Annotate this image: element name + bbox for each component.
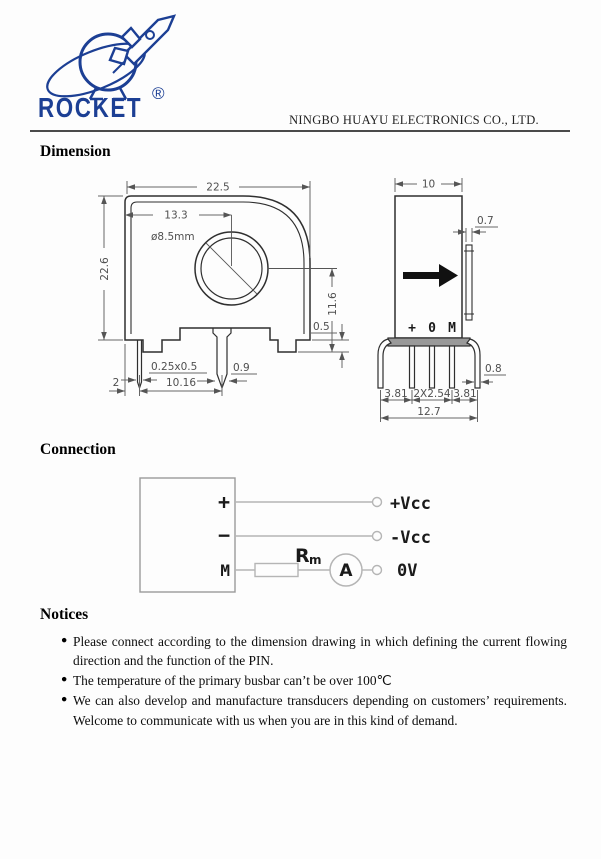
dim-hole-offset: 13.3 [164,209,188,222]
company-name: NINGBO HUAYU ELECTRONICS CO., LTD. [289,113,539,127]
front-view-drawing [85,172,360,422]
dim-pitch-left: 3.81 [384,388,408,400]
side-body-outline [395,196,474,338]
list-item [40,671,567,690]
notices-list [40,632,567,731]
burden-resistor [255,564,298,577]
dim-hole-diameter: ø8.5mm [151,231,195,243]
resistor-label-sub: m [309,553,322,567]
bullet-icon: ● [61,694,68,706]
dim-pitch-right: 3.81 [453,388,477,400]
box-pin-plus: + [217,490,230,514]
list-item [40,691,567,729]
terminal-dot-zero [373,566,382,575]
side-base-and-pins [378,338,480,388]
dim-total-width: 12.7 [417,406,441,418]
terminal-label-zero: 0V [397,561,418,581]
box-pin-m: M [220,561,230,580]
logo-wordmark: ROCKET [38,92,143,123]
connection-wires [235,498,382,587]
box-pin-minus: − [217,523,230,547]
bullet-icon: ● [61,635,68,646]
notice-text: Please connect according to the dimension drawing in which defining the current flowing direction and the function of the PIN. [73,634,567,669]
side-pin-label-m: M [448,321,456,336]
dim-front-height: 22.6 [99,257,111,281]
dim-front-width: 22.5 [206,181,230,194]
ammeter-label: A [339,561,353,581]
dim-pitch-center: 2X2.54 [413,388,451,400]
dim-pin-pitch: 10.16 [165,377,197,389]
header-divider [30,130,570,132]
section-title-dimension: Dimension [40,143,111,160]
resistor-label-r: R [295,545,310,567]
list-item [40,632,567,670]
front-body-outline [125,196,310,388]
notice-text: We can also develop and manufacture transducers depending on customers’ requirements. Welcome to communicate with us when you are in this kind of demand. [73,693,567,728]
bullet-icon: ● [61,674,68,686]
terminal-label-pos: +Vcc [390,494,431,514]
side-view-drawing [365,172,595,427]
dim-pin-thickness: 0.8 [485,363,502,375]
section-title-connection: Connection [40,441,116,458]
dim-blade-width: 0.9 [233,362,250,374]
side-pin-label-plus: + [408,321,416,336]
side-pin-label-zero: 0 [428,321,436,336]
terminal-label-neg: -Vcc [390,528,431,548]
notice-text: The temperature of the primary busbar can’t be over 100℃ [73,673,392,689]
connection-diagram [135,470,465,605]
dim-right-height: 11.6 [327,292,339,316]
terminal-dot-pos [373,498,382,507]
front-dimension-lines [98,181,349,396]
dim-tab-width: 0.7 [477,215,494,227]
registered-trademark-symbol: ® [152,84,165,103]
terminal-dot-neg [373,532,382,541]
dim-pin-cross-section: 0.25x0.5 [151,361,198,373]
front-reference-lines [206,215,337,294]
dim-depth: 10 [421,178,436,191]
dim-pin-margin: 2 [112,377,120,389]
current-direction-arrow-icon [403,264,458,287]
section-title-notices: Notices [40,606,89,623]
dim-standoff: 0.5 [313,321,330,333]
